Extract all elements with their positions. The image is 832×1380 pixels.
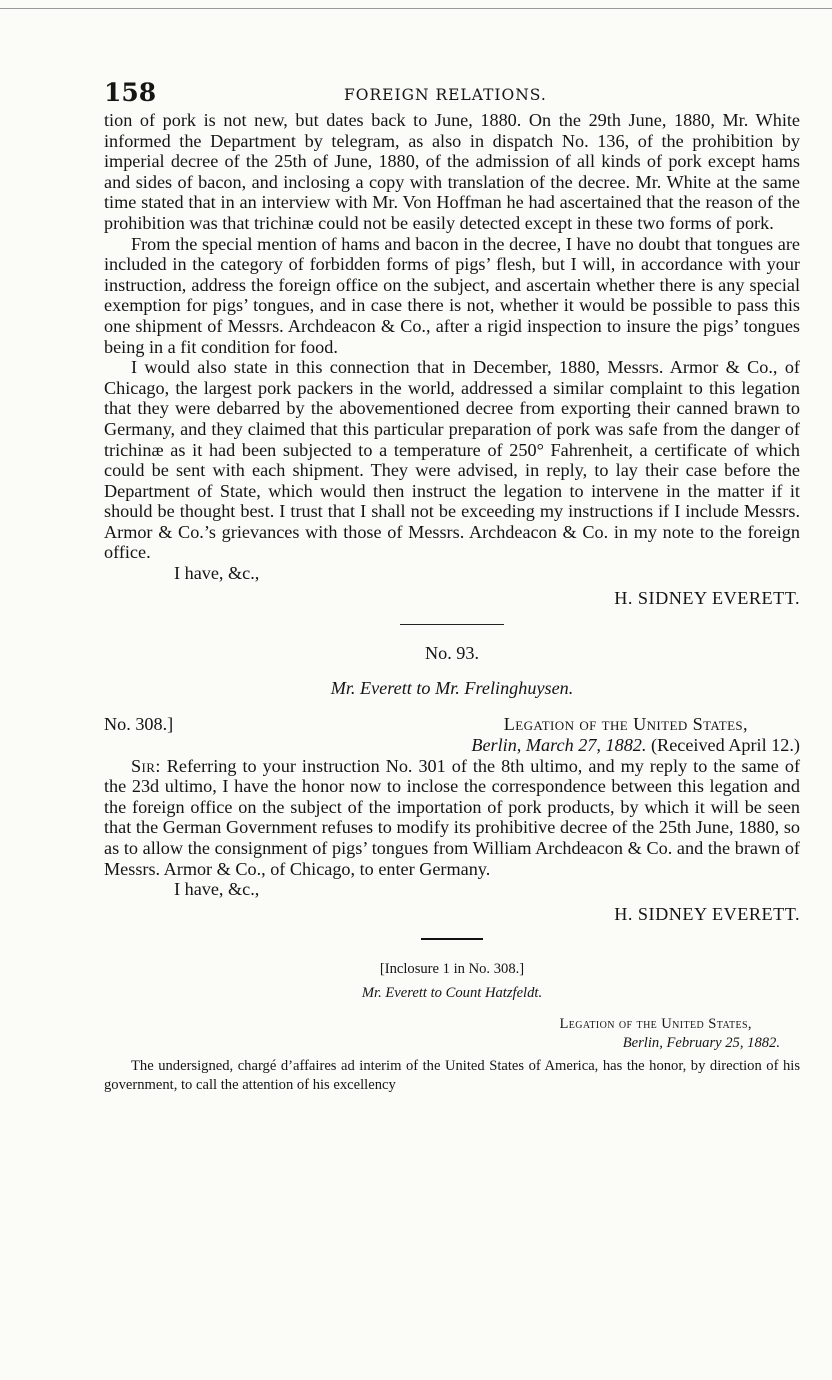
closing: I have, &c., [174, 879, 260, 900]
letter-heading: Mr. Everett to Mr. Frelinghuysen. [330, 677, 574, 698]
dispatch-line [104, 714, 800, 735]
dispatch-number: No. 308.] [104, 714, 174, 735]
document-page [104, 78, 800, 1095]
place-date: Berlin, March 27, 1882. [471, 735, 647, 756]
page-header [104, 78, 800, 108]
top-border-rule [0, 0, 832, 9]
inclosure-legation: Legation of the United States, [559, 1016, 752, 1033]
letter-continuation [104, 110, 800, 608]
section-divider [421, 938, 483, 940]
legation-header: Legation of the United States, [503, 714, 748, 735]
letter-no-93 [104, 643, 800, 924]
running-head: FOREIGN RELATIONS. [344, 86, 547, 104]
closing: I have, &c., [174, 563, 260, 584]
signature: H. SIDNEY EVERETT. [614, 587, 800, 608]
document-number: No. 93. [424, 643, 480, 664]
paragraph-1: tion of pork is not new, but dates back to June, 1880. On the 29th June, 1880, Mr. White informed the Department by telegram, as also in dispatch No. 136, of the prohibition by imperial decree of the 25th of June, 1880, of the admission of all kinds of pork except hams and sides of bacon, and inclosing a copy with translation of the decree. Mr. White at the same time stated that in an interview with Mr. Von Hoffman he had ascertained that the reason of the prohibition was that trichinæ could not be easily detected except in these two forms of pork. [104, 110, 800, 233]
letter-body [104, 756, 800, 880]
section-divider [400, 624, 504, 625]
page-number: 158 [104, 78, 157, 107]
signature: H. SIDNEY EVERETT. [614, 903, 800, 924]
paragraph-3: I would also state in this connection that in December, 1880, Messrs. Armor & Co., of Chicago, the largest pork packers in the world, addressed a similar complaint to this legation that they were debarred by the abovementioned decree from exporting their canned brawn to Germany, and they claimed that this particular preparation of pork was safe from the danger of trichinæ as it had been subjected to a temperature of 250° Fahrenheit, a certificate of which could be sent with each shipment. They were advised, in reply, to lay their case before the Department of State, which would then instruct the legation to intervene in the matter if it should be thought best. I trust that I shall not be exceeding my instructions if I include Messrs. Armor & Co.’s grievances with those of Messrs. Archdeacon & Co. in my note to the foreign office. [104, 357, 800, 563]
inclosure-body: The undersigned, chargé d’affaires ad interim of the United States of America, has the honor, by direction of his government, to call the attention of his excellency [104, 1058, 800, 1094]
inclosure-date: Berlin, February 25, 1882. [622, 1035, 780, 1052]
received-date: (Received April 12.) [651, 735, 800, 756]
inclosure-heading: Mr. Everett to Count Hatzfeldt. [361, 985, 543, 1002]
letter-body-text: Referring to your instruction No. 301 of the 8th ultimo, and my reply to the same of the 23d ultimo, I have the honor now to inclose the correspondence between this legation and the foreign office on the subject of the importation of pork products, by which it will be seen that the German Government refuses to modify its prohibitive decree of the 25th June, 1880, so as to allow the consignment of pigs’ tongues from William Archdeacon & Co. and the brawn of Messrs. Armor & Co., of Chicago, to enter Germany. [104, 755, 801, 879]
inclosure-label: [Inclosure 1 in No. 308.] [379, 961, 525, 978]
date-line [104, 735, 800, 756]
inclosure [104, 960, 800, 1095]
paragraph-2: From the special mention of hams and bacon in the decree, I have no doubt that tongues are included in the category of forbidden forms of pigs’ flesh, but I will, in accordance with your instruction, address the foreign office on the subject, and ascertain whether there is any special exemption for pigs’ tongues, and in case there is not, whether it would be possible to pass this one shipment of Messrs. Archdeacon & Co., after a rigid inspection to insure the pigs’ tongues being in a fit condition for food. [104, 233, 800, 357]
salutation: Sir: [131, 755, 161, 776]
